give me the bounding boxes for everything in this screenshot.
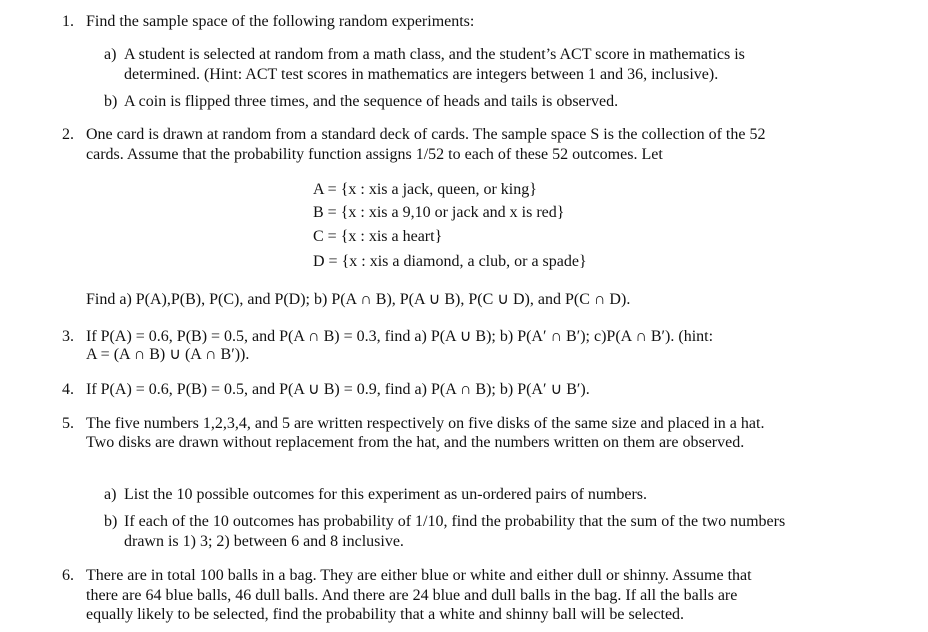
problem-number: 2.: [62, 126, 74, 143]
problem-find: Find a) P(A),P(B), P(C), and P(D); b) P(A ∩ B), P(A ∪ B), P(C ∪ D), and P(C ∩ D).: [86, 291, 631, 308]
problem-text: equally likely to be selected, find the probability that a white and shinny ball will be selected.: [86, 606, 685, 623]
part-text: determined. (Hint: ACT test scores in mathematics are integers between 1 and 36, inclusive).: [124, 66, 719, 83]
set-definition: B = {x : xis a 9,10 or jack and x is red}: [313, 204, 565, 221]
problem-text: If P(A) = 0.6, P(B) = 0.5, and P(A ∪ B) = 0.9, find a) P(A ∩ B); b) P(A′ ∪ B′).: [86, 381, 590, 398]
problem-text: cards. Assume that the probability function assigns 1/52 to each of these 52 outcomes. Let: [86, 146, 663, 163]
part-label: a): [104, 486, 117, 503]
problem-text: A = (A ∩ B) ∪ (A ∩ B′)).: [86, 346, 250, 363]
problem-text: there are 64 blue balls, 46 dull balls. And there are 24 blue and dull balls in the bag. If all the balls are: [86, 587, 738, 604]
part-text: drawn is 1) 3; 2) between 6 and 8 inclusive.: [124, 533, 404, 550]
set-definition: A = {x : xis a jack, queen, or king}: [313, 181, 537, 198]
part-text: A student is selected at random from a math class, and the student’s ACT score in mathematics is: [124, 46, 745, 63]
problem-text: One card is drawn at random from a standard deck of cards. The sample space S is the collection of the 52: [86, 126, 766, 143]
set-definition: D = {x : xis a diamond, a club, or a spade}: [313, 253, 587, 270]
problem-number: 5.: [62, 415, 74, 432]
problem-text: The five numbers 1,2,3,4, and 5 are written respectively on five disks of the same size and placed in a hat.: [86, 415, 765, 432]
part-label: b): [104, 93, 118, 110]
problem-text: Find the sample space of the following random experiments:: [86, 13, 475, 30]
problem-text: There are in total 100 balls in a bag. They are either blue or white and either dull or shinny. Assume that: [86, 567, 752, 584]
part-text: A coin is flipped three times, and the sequence of heads and tails is observed.: [124, 93, 619, 110]
problem-number: 1.: [62, 13, 74, 30]
part-text: List the 10 possible outcomes for this experiment as un-ordered pairs of numbers.: [124, 486, 647, 503]
problem-number: 6.: [62, 567, 74, 584]
problem-text: If P(A) = 0.6, P(B) = 0.5, and P(A ∩ B) = 0.3, find a) P(A ∪ B); b) P(A′ ∩ B′); c)P(A ∩ B′). (hint:: [86, 328, 714, 345]
part-text: If each of the 10 outcomes has probability of 1/10, find the probability that the sum of the two numbers: [124, 513, 786, 530]
part-label: b): [104, 513, 118, 530]
problem-text: Two disks are drawn without replacement from the hat, and the numbers written on them are observed.: [86, 434, 745, 451]
set-definition: C = {x : xis a heart}: [313, 228, 443, 245]
part-label: a): [104, 46, 117, 63]
problem-number: 4.: [62, 381, 74, 398]
problem-number: 3.: [62, 328, 74, 345]
